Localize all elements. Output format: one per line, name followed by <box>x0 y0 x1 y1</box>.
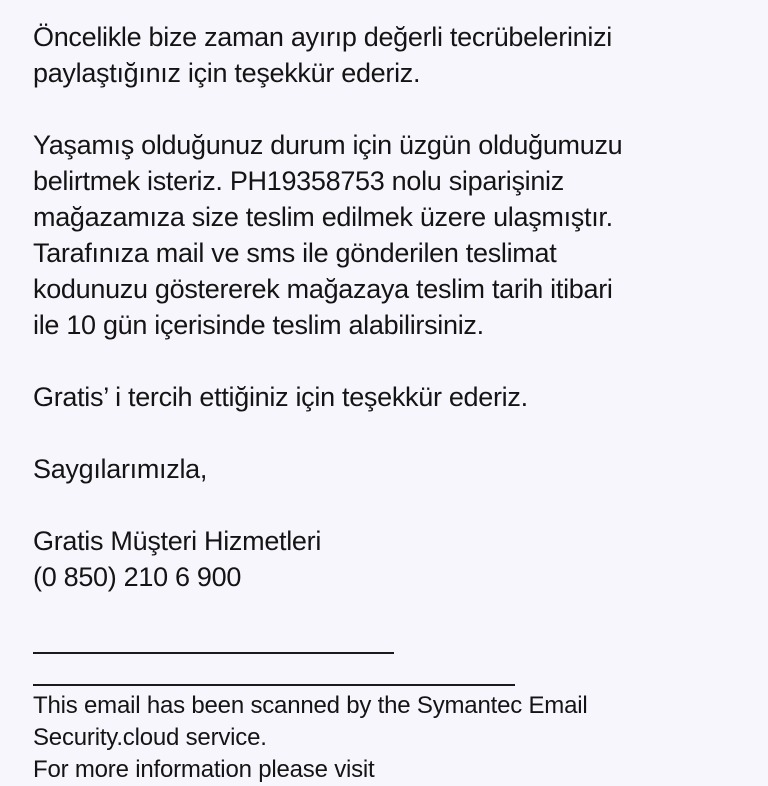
greeting-paragraph <box>33 19 753 91</box>
text-line: Tarafınıza mail ve sms ile gönderilen teslimat <box>33 238 557 268</box>
closing-paragraph <box>33 451 753 487</box>
text-line: paylaştığınız için teşekkür ederiz. <box>33 58 421 88</box>
scan-footer <box>33 690 753 786</box>
footer-line: Security.cloud service. <box>33 724 267 751</box>
text-line: Yaşamış olduğunuz durum için üzgün olduğumuzu <box>33 130 623 160</box>
text-line: belirtmek isteriz. PH19358753 nolu siparişiniz <box>33 166 564 196</box>
signature-team: Gratis Müşteri Hizmetleri <box>33 526 322 556</box>
thanks-paragraph <box>33 379 753 415</box>
footer-line: For more information please visit <box>33 756 375 783</box>
signature-block <box>33 523 753 595</box>
separator-line <box>33 684 515 686</box>
text-line: Gratis’ i tercih ettiğiniz için teşekkür ederiz. <box>33 382 528 412</box>
order-info-paragraph <box>33 127 753 343</box>
separator-line <box>33 652 394 654</box>
footer-line: This email has been scanned by the Symantec Email <box>33 692 588 719</box>
text-line: kodunuzu göstererek mağazaya teslim tarih itibari <box>33 274 613 304</box>
signature-phone[interactable]: (0 850) 210 6 900 <box>33 562 242 592</box>
text-line: Saygılarımızla, <box>33 454 208 484</box>
text-line: ile 10 gün içerisinde teslim alabilirsiniz. <box>33 310 484 340</box>
text-line: mağazamıza size teslim edilmek üzere ulaşmıştır. <box>33 202 613 232</box>
email-body <box>33 19 753 595</box>
text-line: Öncelikle bize zaman ayırıp değerli tecrübelerinizi <box>33 22 612 52</box>
